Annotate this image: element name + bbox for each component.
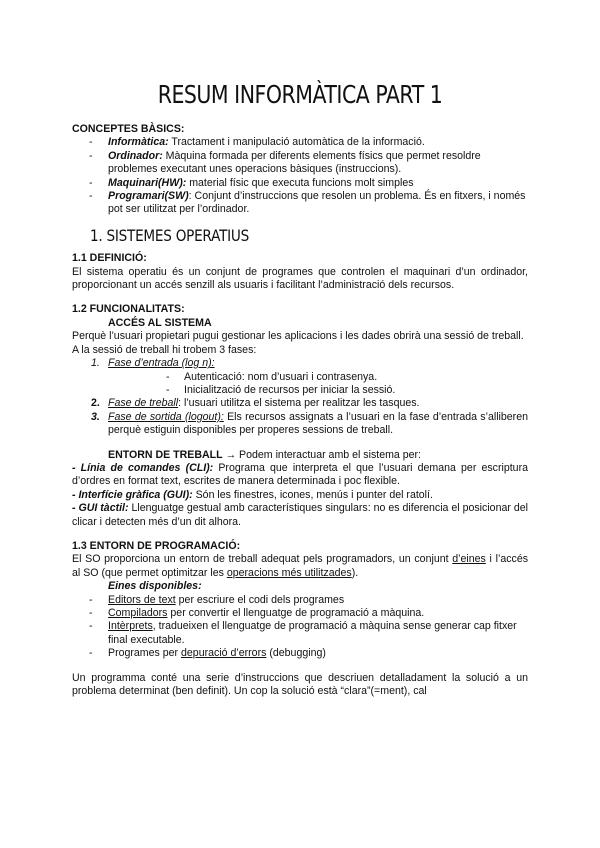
acces-heading: ACCÉS AL SISTEMA xyxy=(108,316,212,329)
document-title: RESUM INFORMÀTICA PART 1 xyxy=(157,80,443,109)
definicio-text: El sistema operatiu és un conjunt de programes que controlen el maquinari d’un ordinador, proporcionant un accés senzill als usuaris i facilitant l’administració dels recursos. xyxy=(72,265,528,292)
eines-list xyxy=(72,594,528,661)
conceptes-heading: CONCEPTES BÀSICS: xyxy=(72,123,185,135)
section-heading-sistemes-operatius: 1. SISTEMES OPERATIUS xyxy=(90,225,249,245)
programacio-text: El SO proporciona un entorn de treball adequat pels programadors, un conjunt d’eines i l’accés al SO (que permet optimitzar les operacions més utilitzades). xyxy=(72,553,529,579)
list-item: - Ordinador: Màquina formada per diferents elements físics que permet resoldre problemes executant unes operacions bàsiques (instruccions). xyxy=(72,150,528,177)
eines-heading: Eines disponibles: xyxy=(108,580,202,593)
list-item: - Programes per depuració d’errors (debugging) xyxy=(72,647,528,660)
fase1-sublist xyxy=(72,371,528,398)
list-item: 2. Fase de treball: l’usuari utilitza el sistema per realitzar les tasques. xyxy=(91,397,420,410)
conceptes-list xyxy=(72,136,528,216)
funcionalitats-heading: 1.2 FUNCIONALITATS: xyxy=(72,303,185,316)
list-item: - Editors de text per escriure el codi dels programes xyxy=(72,594,528,607)
interface-touch: - GUI tàctil: Llenguatge gestual amb característiques singulars: no es diferencia el posicionar del clicar i detecten més d’un dit alhora. xyxy=(72,502,528,528)
final-paragraph: Un programma conté una serie d’instruccions que descriuen detalladament la solució a un problema determinat (ben definit). Un cop la solució està “clara”(=ment), cal xyxy=(72,671,528,698)
document-body xyxy=(72,123,528,698)
list-item: 3. Fase de sortida (logout): Els recursos assignats a l’usuari en la fase d’entrada s’alliberen perquè estiguin disponibles per properes sessions de treball. xyxy=(91,410,528,437)
list-item: - Inicialització de recursos per iniciar la sessió. xyxy=(72,384,528,397)
definicio-heading: 1.1 DEFINICIÓ: xyxy=(72,252,147,265)
fases-list-cont xyxy=(72,397,528,437)
acces-text: Perquè l’usuari propietari pugui gestionar les aplicacions i les dades obrirà una sessió de treball. A la sessió de treball hi trobem 3 fases: xyxy=(72,330,524,356)
list-item: - Maquinari(HW): material físic que executa funcions molt simples xyxy=(72,177,528,190)
interface-gui: - Interfície gràfica (GUI): Són les finestres, icones, menús i punter del ratolí. xyxy=(72,488,433,501)
list-item: - Intèrprets, tradueixen el llenguatge de programació a màquina sense generar cap fitxer final executable. xyxy=(72,620,528,647)
list-item: 1. Fase d’entrada (log n): xyxy=(91,357,215,370)
programacio-heading: 1.3 ENTORN DE PROGRAMACIÓ: xyxy=(72,539,241,552)
list-item: - Programari(SW): Conjunt d’instruccions que resolen un problema. És en fitxers, i només pot ser utilitzat per l’ordinador. xyxy=(72,190,528,217)
interface-cli: - Línia de comandes (CLI): Programa que interpreta el que l’usuari demana per escriptura d’ordres en format text, escrites de manera determinada i poc flexible. xyxy=(72,461,528,488)
list-item: - Compiladors per convertir el llenguatge de programació a màquina. xyxy=(72,607,528,620)
fases-list xyxy=(72,357,528,370)
list-item: - Autenticació: nom d’usuari i contrasenya. xyxy=(72,371,528,384)
entorn-treball-line: ENTORN DE TREBALL → Podem interactuar amb el sistema per: xyxy=(108,448,421,461)
list-item: - Informàtica: Tractament i manipulació automàtica de la informació. xyxy=(72,136,528,149)
